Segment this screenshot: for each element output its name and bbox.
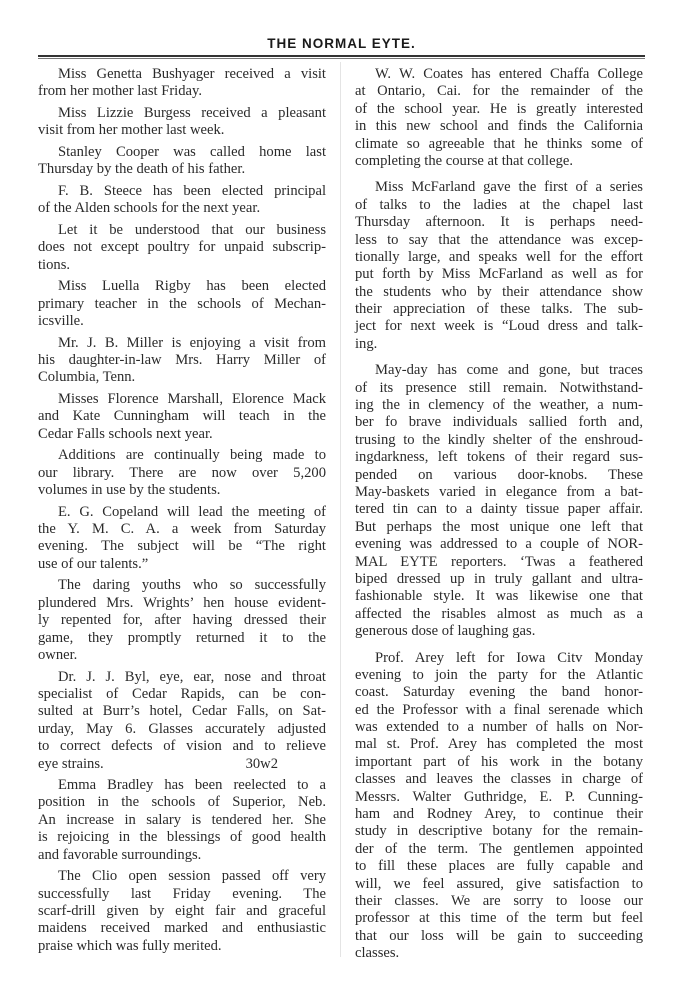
news-item: [38, 504, 326, 574]
text-line: Miss McFarland gave the first of a series: [375, 179, 643, 196]
news-item: [38, 391, 326, 443]
text-line: affected the risables almost as much as a: [355, 605, 643, 622]
news-item: [38, 577, 326, 664]
text-line: volumes in use by the students.: [38, 482, 221, 499]
text-line: professor at this time of the term but feel: [355, 910, 643, 927]
text-line: their classes. We are sorry to loose our: [355, 892, 643, 909]
news-item: [38, 777, 326, 864]
text-line: maidens received marked and enthusiastic: [38, 920, 326, 937]
text-line: climate so agreeable that he thinks some of: [355, 135, 643, 152]
text-line: is rejoicing in the blessings of good health: [38, 829, 326, 846]
text-line: Cedar Falls schools next year.: [38, 425, 213, 442]
column-divider: [340, 62, 341, 957]
news-item: [38, 868, 326, 955]
text-line: important part of his work in the botany: [355, 753, 643, 770]
text-line: Additions are continually being made to: [58, 447, 326, 464]
text-line: will, we feel assured, give satisfaction to: [355, 875, 643, 892]
text-line: Misses Florence Marshall, Elorence Mack: [58, 390, 326, 407]
text-line: his daughter-in-law Mrs. Harry Miller of: [38, 351, 326, 368]
text-line: May-day has come and gone, but traces: [375, 362, 643, 379]
text-line: The Clio open session passed off very: [58, 868, 326, 885]
text-line: classes.: [355, 945, 400, 962]
text-line: E. G. Copeland will lead the meeting of: [58, 503, 326, 520]
news-item: [355, 66, 643, 170]
text-line: pended on various door-knobs. These: [355, 466, 643, 483]
text-line: and Kate Cunningham will teach in the: [38, 408, 326, 425]
page-header-title: THE NORMAL EYTE.: [267, 36, 416, 51]
text-line: to correct defects of vision and to relieve: [38, 738, 326, 755]
news-item: [38, 278, 326, 330]
text-line: evening. The subject will be “The right: [38, 538, 326, 555]
text-line: Miss Luella Rigby has been elected: [58, 278, 326, 295]
text-line: fashionable style. It was likewise one that: [355, 588, 643, 605]
text-line: Miss Lizzie Burgess received a pleasant: [58, 104, 326, 121]
text-line: ly repented for, after having dressed their: [38, 612, 326, 629]
text-line: But perhaps the most unique one left that: [355, 518, 643, 535]
text-line: of talks to the ladies at the chapel last: [355, 196, 643, 213]
text-line: coast. Saturday evening the band honor-: [355, 684, 643, 701]
text-line: from her mother last Friday.: [38, 83, 203, 100]
text-line: was extended to a number of halls on Nor-: [355, 719, 643, 736]
text-line: trusing to the kindly shelter of the enshroud-: [355, 431, 643, 448]
text-line: ingdarkness, left tokens of their regard sus-: [355, 449, 643, 466]
text-line: eye strains.: [38, 755, 104, 772]
text-line: specialist of Cedar Rapids, can be con-: [38, 685, 326, 702]
text-line: Messrs. Walter Guthridge, E. P. Cunning-: [355, 788, 643, 805]
text-line: ject for next week is “Loud dress and talk-: [355, 318, 643, 335]
text-line: the students who by their attendance show: [355, 283, 643, 300]
text-line: study in descriptive botany for the remain-: [355, 823, 643, 840]
text-line: that our loss will be gain to succeeding: [355, 927, 643, 944]
text-line: ber fo brave individuals sallied forth and,: [355, 414, 643, 431]
text-line: less to say that the attendance was excep-: [355, 231, 643, 248]
text-line: Emma Bradley has been reelected to a: [58, 777, 326, 794]
text-line: mal st. Prof. Arey has completed the most: [355, 736, 643, 753]
text-line: der of the term. The gentlemen appointed: [355, 840, 643, 857]
news-item: [38, 669, 326, 773]
text-line: Thursday by the death of his father.: [38, 161, 246, 178]
header-rule: [38, 55, 645, 57]
text-line: put forth by Miss McFarland as well as for: [355, 266, 643, 283]
text-line: of the Alden schools for the next year.: [38, 200, 261, 217]
text-line: successfully last Friday evening. The: [38, 885, 326, 902]
text-line: owner.: [38, 646, 78, 663]
text-line: biped dressed up in truly gallant and ultra-: [355, 570, 643, 587]
text-line: ing.: [355, 335, 378, 352]
text-line: Columbia, Tenn.: [38, 369, 136, 386]
text-line: their appreciation of these talks. The sub-: [355, 301, 643, 318]
text-line: icsville.: [38, 313, 84, 330]
right-column: [355, 66, 643, 972]
text-line: May-baskets varied in elegance from a bat-: [355, 483, 643, 500]
news-item: [38, 447, 326, 499]
text-line: the Y. M. C. A. a week from Saturday: [38, 521, 326, 538]
text-line: use of our talents.”: [38, 555, 149, 572]
news-item: [355, 362, 643, 640]
text-line: Stanley Cooper was called home last: [58, 143, 326, 160]
text-line: does not except poultry for unpaid subscrip-: [38, 239, 326, 256]
text-line: MAL EYTE reporters. ‘Twas a feathered: [355, 553, 643, 570]
left-column: [38, 66, 326, 959]
news-item: [38, 183, 326, 218]
text-line: praise which was fully merited.: [38, 937, 222, 954]
text-line: plundered Mrs. Wrights’ hen house evident-: [38, 594, 326, 611]
text-line: The daring youths who so successfully: [58, 577, 326, 594]
news-item: [38, 105, 326, 140]
news-item: [38, 335, 326, 387]
text-line: position in the schools of Superior, Neb.: [38, 794, 326, 811]
text-line: An increase in salary is tendered her. She: [38, 811, 326, 828]
text-line: Let it be understood that our business: [58, 221, 326, 238]
news-item: [355, 650, 643, 963]
text-line: tionally large, and speaks well for the effort: [355, 248, 643, 265]
news-item: [38, 66, 326, 101]
text-line: evening was addressed to a couple of NOR-: [355, 536, 643, 553]
text-line: ing the in clemency of the weather, a num-: [355, 397, 643, 414]
text-line: generous dose of laughing gas.: [355, 623, 536, 640]
text-line: completing the course at that college.: [355, 152, 574, 169]
text-line: Prof. Arey left for Iowa Citv Monday: [375, 649, 643, 666]
text-line: evening to join the party for the Atlantic: [355, 666, 643, 683]
text-line: to fill these places are fully capable and: [355, 858, 643, 875]
text-line: Thursday afternoon. It is perhaps need-: [355, 214, 643, 231]
text-line: at Ontario, Cai. for the remainder of the: [355, 83, 643, 100]
text-line: and favorable surroundings.: [38, 846, 202, 863]
news-item: [38, 144, 326, 179]
header-rule-thin: [38, 58, 645, 59]
news-item: [38, 222, 326, 274]
text-line: of its presence still remain. Notwithstand-: [355, 379, 643, 396]
text-line: in this new school and finds the California: [355, 118, 643, 135]
text-line: Miss Genetta Bushyager received a visit: [58, 66, 326, 82]
text-line: Mr. J. B. Miller is enjoying a visit from: [58, 334, 326, 351]
text-line: ed the Professor with a final serenade which: [355, 701, 643, 718]
text-line: tions.: [38, 256, 71, 273]
text-line: our library. There are now over 5,200: [38, 464, 326, 481]
text-line: ham and Rodney Arey, to continue their: [355, 806, 643, 823]
text-line: scarf-drill given by eight fair and graceful: [38, 903, 326, 920]
news-item: [355, 179, 643, 353]
text-line: classes and leaves the classes in charge of: [355, 771, 643, 788]
text-line: game, they promptly returned it to the: [38, 629, 326, 646]
text-line: Dr. J. J. Byl, eye, ear, nose and throat: [58, 668, 326, 685]
text-line: primary teacher in the schools of Mechan-: [38, 295, 326, 312]
text-line: urday, May 6. Glasses accurately adjusted: [38, 720, 326, 737]
text-line: visit from her mother last week.: [38, 122, 225, 139]
text-line: F. B. Steece has been elected principal: [58, 182, 326, 199]
text-line: tered tin can to a dainty tissue paper affair.: [355, 501, 643, 518]
text-line: of the school year. He is greatly interested: [355, 100, 643, 117]
text-line: sulted at Burr’s hotel, Cedar Falls, on Sat-: [38, 703, 326, 720]
text-line: W. W. Coates has entered Chaffa College: [375, 66, 643, 82]
ad-code: 30w2: [245, 755, 278, 772]
